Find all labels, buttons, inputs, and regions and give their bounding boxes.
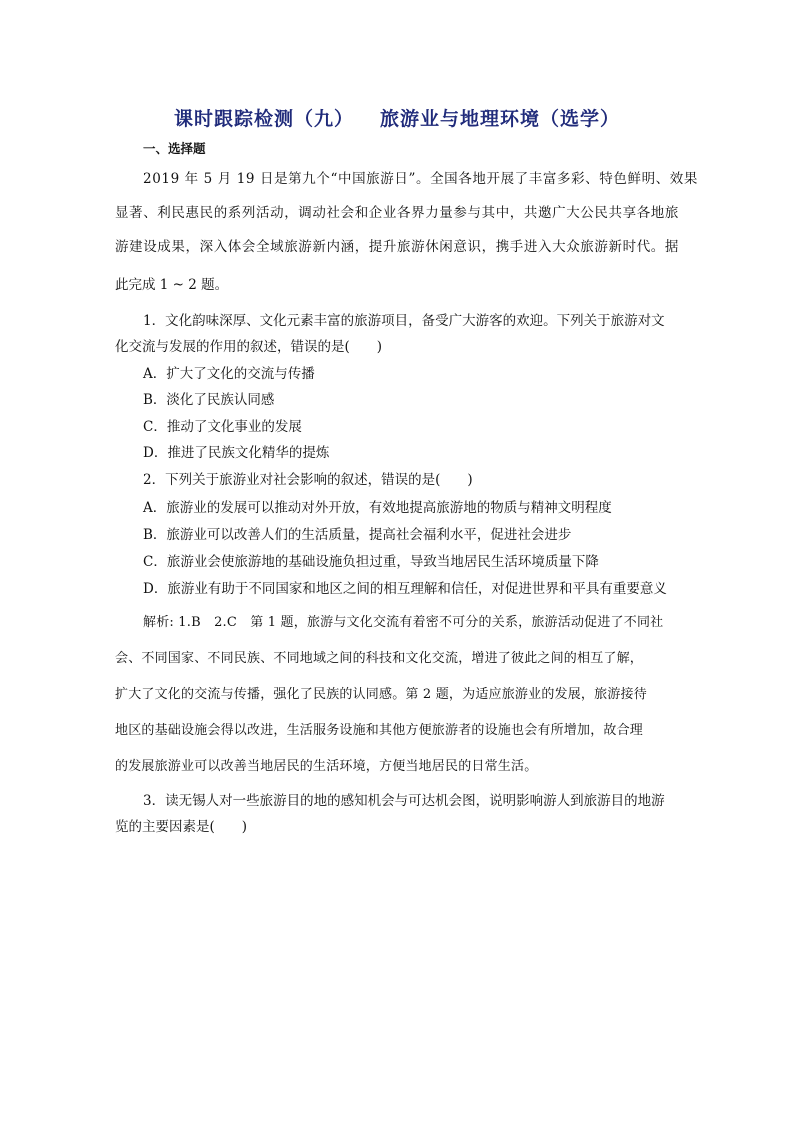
intro-line: 此完成 1 ~ 2 题。 xyxy=(115,277,229,293)
question-3-stem: 3．读无锡人对一些旅游目的地的感知机会与可达机会图，说明影响游人到旅游目的地游 xyxy=(143,793,665,809)
question-2-option-b: B．旅游业可以改善人们的生活质量，提高社会福利水平，促进社会进步 xyxy=(143,527,572,543)
analysis-line: 扩大了文化的交流与传播，强化了民族的认同感。第 2 题，为适应旅游业的发展，旅游接待 xyxy=(115,687,647,702)
analysis-line: 的发展旅游业可以改善当地居民的生活环境，方便当地居民的日常生活。 xyxy=(115,759,538,774)
question-2-stem: 2．下列关于旅游业对社会影响的叙述，错误的是( ) xyxy=(143,472,473,488)
page-title xyxy=(0,104,794,131)
question-1-stem: 1．文化韵味深厚、文化元素丰富的旅游项目，备受广大游客的欢迎。下列关于旅游对文 xyxy=(143,313,665,329)
question-2-option-d: D．旅游业有助于不同国家和地区之间的相互理解和信任，对促进世界和平具有重要意义 xyxy=(143,581,667,597)
question-1-option-c: C．推动了文化事业的发展 xyxy=(143,419,302,435)
intro-line: 2019 年 5 月 19 日是第九个“中国旅游日”。全国各地开展了丰富多彩、特色鲜明、效果 xyxy=(143,171,698,187)
analysis-line: 解析: 1.B 2.C 第 1 题，旅游与文化交流有着密不可分的关系，旅游活动促进了不同社 xyxy=(143,615,664,630)
title-part-2: 旅游业与地理环境（选学） xyxy=(380,108,621,130)
question-1-option-d: D．推进了民族文化精华的提炼 xyxy=(143,445,330,461)
intro-line: 显著、利民惠民的系列活动，调动社会和企业各界力量参与其中，共邀广大公民共享各地旅 xyxy=(115,205,679,221)
intro-line: 游建设成果，深入体会全域旅游新内涵，提升旅游休闲意识，携手进入大众旅游新时代。据 xyxy=(115,239,679,255)
title-part-1: 课时跟踪检测（九） xyxy=(173,108,354,130)
question-1-option-a: A．扩大了文化的交流与传播 xyxy=(143,366,315,382)
section-heading: 一、选择题 xyxy=(143,141,206,156)
question-2-option-a: A．旅游业的发展可以推动对外开放，有效地提高旅游地的物质与精神文明程度 xyxy=(143,500,612,516)
question-1-option-b: B．淡化了民族认同感 xyxy=(143,392,275,408)
analysis-line: 地区的基础设施会得以改进，生活服务设施和其他方便旅游者的设施也会有所增加，故合理 xyxy=(115,723,644,738)
question-3-stem: 览的主要因素是( ) xyxy=(115,819,248,835)
analysis-line: 会、不同国家、不同民族、不同地域之间的科技和文化交流，增进了彼此之间的相互了解， xyxy=(115,651,644,666)
question-2-option-c: C．旅游业会使旅游地的基础设施负担过重，导致当地居民生活环境质量下降 xyxy=(143,554,599,570)
question-1-stem: 化交流与发展的作用的叙述，错误的是( ) xyxy=(115,339,383,355)
